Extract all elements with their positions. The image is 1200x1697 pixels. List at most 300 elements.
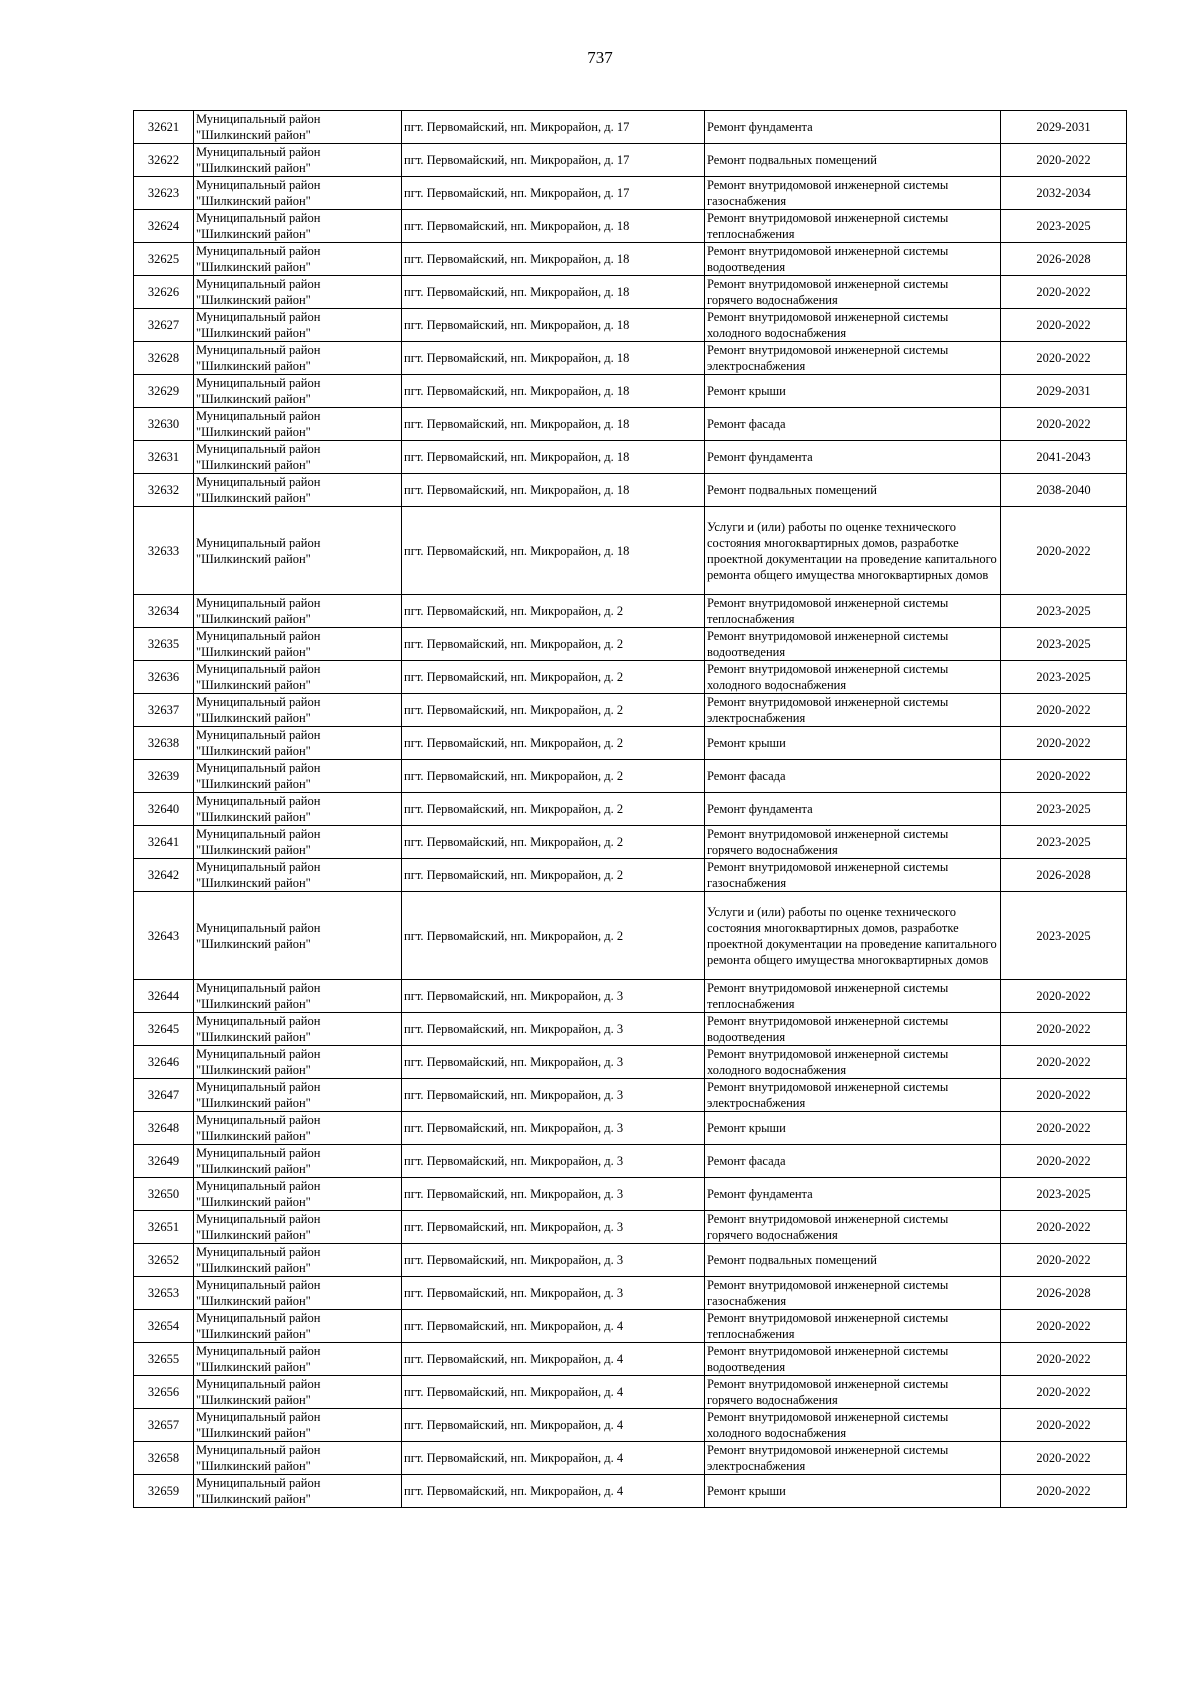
municipality-cell [194,1277,402,1310]
page-number: 737 [587,48,613,67]
work-type-cell [705,507,1001,595]
work-type-cell [705,628,1001,661]
period-text: 2020-2022 [1036,736,1091,750]
work-type-line-1: Ремонт внутридомовой инженерной системы [707,1047,949,1061]
work-type-cell [705,1475,1001,1508]
row-number-cell [134,441,194,474]
work-type-line-2: водоотведения [707,1360,786,1374]
address-cell [402,1376,705,1409]
municipality-cell [194,1178,402,1211]
address-cell [402,1343,705,1376]
municipality-line-2: "Шилкинский район" [196,936,311,951]
period-text: 2020-2022 [1036,351,1091,365]
row-number-cell [134,144,194,177]
municipality-line-1: Муниципальный район [196,761,321,775]
row-number: 32627 [147,318,180,332]
work-type-line-2: теплоснабжения [707,612,795,626]
work-type-line-2: холодного водоснабжения [707,1063,847,1077]
period-text: 2029-2031 [1036,120,1091,134]
work-type-line-2: холодного водоснабжения [707,1426,847,1440]
work-type-line-1: Ремонт внутридомовой инженерной системы [707,178,949,192]
table-row [134,595,1127,628]
municipality-line-1: Муниципальный район [196,920,321,935]
table-row [134,628,1127,661]
work-type-line-1: Ремонт внутридомовой инженерной системы [707,343,949,357]
address-cell [402,1079,705,1112]
period-text: 2020-2022 [1036,1451,1091,1465]
period-text: 2020-2022 [1036,1220,1091,1234]
period-text: 2020-2022 [1036,1154,1091,1168]
row-number: 32635 [147,637,180,651]
work-type-line-1: Ремонт фундамента [707,802,813,816]
work-type-cell [705,1079,1001,1112]
municipality-line-1: Муниципальный район [196,1179,321,1193]
work-type-cell [705,1178,1001,1211]
address-cell [402,210,705,243]
address-cell [402,826,705,859]
address-cell [402,1178,705,1211]
row-number-cell [134,595,194,628]
table-row [134,1409,1127,1442]
table-row [134,408,1127,441]
period-text: 2023-2025 [1036,1187,1091,1201]
municipality-line-2: "Шилкинский район" [196,1327,311,1341]
work-type-line-1: Ремонт крыши [707,736,786,750]
municipality-line-1: Муниципальный район [196,1080,321,1094]
municipality-cell [194,507,402,595]
period-text: 2020-2022 [1036,318,1091,332]
municipality-cell [194,1376,402,1409]
municipality-line-1: Муниципальный район [196,1311,321,1325]
address-text: пгт. Первомайский, нп. Микрорайон, д. 4 [404,1418,624,1432]
row-number-cell [134,243,194,276]
work-type-cell [705,375,1001,408]
row-number: 32650 [147,1187,180,1201]
municipality-line-1: Муниципальный район [196,277,321,291]
row-number: 32636 [147,670,180,684]
municipality-line-1: Муниципальный район [196,376,321,390]
address-cell [402,1310,705,1343]
repair-registry-table [133,110,1127,1508]
municipality-cell [194,1145,402,1178]
period-text: 2032-2034 [1036,186,1091,200]
address-text: пгт. Первомайский, нп. Микрорайон, д. 2 [404,835,624,849]
period-cell [1001,474,1127,507]
work-type-cell [705,826,1001,859]
address-cell [402,177,705,210]
work-type-line-1: Ремонт внутридомовой инженерной системы [707,244,949,258]
work-type-line-1: Ремонт внутридомовой инженерной системы [707,1344,949,1358]
address-cell [402,1013,705,1046]
work-type-cell [705,441,1001,474]
address-cell [402,661,705,694]
table-row [134,441,1127,474]
row-number: 32629 [147,384,180,398]
work-type-cell [705,892,1001,980]
work-type-cell [705,243,1001,276]
municipality-cell [194,1409,402,1442]
municipality-line-2: "Шилкинский район" [196,1063,311,1077]
row-number: 32633 [147,543,180,558]
work-type-line-1: Ремонт крыши [707,1121,786,1135]
municipality-line-2: "Шилкинский район" [196,810,311,824]
address-cell [402,1046,705,1079]
municipality-line-1: Муниципальный район [196,629,321,643]
period-text: 2029-2031 [1036,384,1091,398]
address-text: пгт. Первомайский, нп. Микрорайон, д. 18 [404,219,630,233]
address-cell [402,1244,705,1277]
row-number-cell [134,1310,194,1343]
row-number: 32644 [147,989,180,1003]
address-cell [402,1211,705,1244]
row-number-cell [134,694,194,727]
table-row [134,1079,1127,1112]
table-row [134,661,1127,694]
work-type-line-1: Ремонт подвальных помещений [707,1253,877,1267]
work-type-cell [705,474,1001,507]
municipality-cell [194,243,402,276]
row-number-cell [134,1079,194,1112]
work-type-line-2: теплоснабжения [707,227,795,241]
work-type-text: Услуги и (или) работы по оценке технического состояния многоквартирных домов, разработке проектной документации на проведение капитального ремонта общего имущества многоквартирных домов [707,519,997,582]
address-cell [402,111,705,144]
row-number-cell [134,628,194,661]
municipality-line-2: "Шилкинский район" [196,711,311,725]
period-cell [1001,793,1127,826]
period-cell [1001,342,1127,375]
address-text: пгт. Первомайский, нп. Микрорайон, д. 2 [404,769,624,783]
municipality-line-1: Муниципальный район [196,1245,321,1259]
row-number: 32658 [147,1451,180,1465]
address-text: пгт. Первомайский, нп. Микрорайон, д. 17 [404,120,630,134]
period-cell [1001,1244,1127,1277]
table-row [134,1211,1127,1244]
row-number-cell [134,1211,194,1244]
work-type-line-1: Ремонт фундамента [707,1187,813,1201]
work-type-line-1: Ремонт фундамента [707,450,813,464]
work-type-line-2: электроснабжения [707,1096,806,1110]
row-number: 32642 [147,868,180,882]
address-text: пгт. Первомайский, нп. Микрорайон, д. 2 [404,670,624,684]
municipality-cell [194,144,402,177]
municipality-line-1: Муниципальный район [196,695,321,709]
row-number: 32646 [147,1055,180,1069]
period-cell [1001,826,1127,859]
work-type-cell [705,408,1001,441]
address-text: пгт. Первомайский, нп. Микрорайон, д. 2 [404,604,624,618]
address-text: пгт. Первомайский, нп. Микрорайон, д. 2 [404,802,624,816]
table-row [134,375,1127,408]
work-type-line-1: Ремонт внутридомовой инженерной системы [707,1377,949,1391]
row-number-cell [134,892,194,980]
municipality-cell [194,694,402,727]
period-text: 2023-2025 [1036,604,1091,618]
municipality-cell [194,210,402,243]
row-number-cell [134,661,194,694]
municipality-line-1: Муниципальный район [196,1410,321,1424]
municipality-line-2: "Шилкинский район" [196,1261,311,1275]
work-type-cell [705,1442,1001,1475]
row-number: 32625 [147,252,180,266]
municipality-line-1: Муниципальный район [196,794,321,808]
period-cell [1001,1409,1127,1442]
address-cell [402,1442,705,1475]
municipality-line-2: "Шилкинский район" [196,744,311,758]
row-number: 32643 [147,928,180,943]
row-number-cell [134,507,194,595]
period-text: 2020-2022 [1036,1022,1091,1036]
table-row [134,507,1127,595]
table-row [134,111,1127,144]
address-cell [402,1277,705,1310]
municipality-cell [194,342,402,375]
work-type-line-1: Ремонт подвальных помещений [707,153,877,167]
municipality-cell [194,1310,402,1343]
municipality-line-1: Муниципальный район [196,178,321,192]
work-type-line-1: Ремонт внутридомовой инженерной системы [707,1212,949,1226]
table-row [134,309,1127,342]
period-text: 2020-2022 [1036,1385,1091,1399]
registry-body [134,111,1127,1508]
address-text: пгт. Первомайский, нп. Микрорайон, д. 18 [404,483,630,497]
address-text: пгт. Первомайский, нп. Микрорайон, д. 2 [404,868,624,882]
municipality-line-1: Муниципальный район [196,1113,321,1127]
row-number-cell [134,1046,194,1079]
work-type-line-1: Ремонт крыши [707,1484,786,1498]
work-type-cell [705,1376,1001,1409]
address-text: пгт. Первомайский, нп. Микрорайон, д. 3 [404,1286,624,1300]
period-text: 2020-2022 [1036,703,1091,717]
period-cell [1001,1343,1127,1376]
municipality-line-1: Муниципальный район [196,442,321,456]
municipality-line-2: "Шилкинский район" [196,876,311,890]
municipality-cell [194,1442,402,1475]
municipality-cell [194,1013,402,1046]
period-text: 2020-2022 [1036,989,1091,1003]
address-cell [402,793,705,826]
municipality-line-1: Муниципальный район [196,244,321,258]
period-cell [1001,1079,1127,1112]
table-row [134,210,1127,243]
period-cell [1001,595,1127,628]
municipality-line-2: "Шилкинский район" [196,1228,311,1242]
municipality-cell [194,441,402,474]
period-cell [1001,892,1127,980]
municipality-line-2: "Шилкинский район" [196,645,311,659]
work-type-cell [705,1013,1001,1046]
municipality-line-2: "Шилкинский район" [196,293,311,307]
period-text: 2020-2022 [1036,543,1091,558]
row-number-cell [134,309,194,342]
row-number: 32647 [147,1088,180,1102]
row-number: 32639 [147,769,180,783]
work-type-cell [705,1145,1001,1178]
work-type-line-2: теплоснабжения [707,997,795,1011]
municipality-line-1: Муниципальный район [196,1278,321,1292]
row-number-cell [134,1013,194,1046]
address-cell [402,243,705,276]
table-row [134,826,1127,859]
municipality-line-2: "Шилкинский район" [196,1360,311,1374]
address-text: пгт. Первомайский, нп. Микрорайон, д. 2 [404,928,624,943]
period-cell [1001,441,1127,474]
address-cell [402,859,705,892]
address-text: пгт. Первомайский, нп. Микрорайон, д. 4 [404,1451,624,1465]
period-cell [1001,1145,1127,1178]
work-type-line-1: Ремонт внутридомовой инженерной системы [707,662,949,676]
address-text: пгт. Первомайский, нп. Микрорайон, д. 18 [404,417,630,431]
municipality-line-1: Муниципальный район [196,211,321,225]
row-number: 32640 [147,802,180,816]
row-number-cell [134,1376,194,1409]
work-type-cell [705,859,1001,892]
work-type-cell [705,1310,1001,1343]
period-text: 2020-2022 [1036,1253,1091,1267]
address-text: пгт. Первомайский, нп. Микрорайон, д. 18 [404,252,630,266]
period-text: 2026-2028 [1036,1286,1091,1300]
period-text: 2020-2022 [1036,153,1091,167]
row-number-cell [134,1277,194,1310]
row-number: 32656 [147,1385,180,1399]
address-cell [402,375,705,408]
work-type-line-1: Ремонт подвальных помещений [707,483,877,497]
work-type-line-1: Ремонт внутридомовой инженерной системы [707,827,949,841]
row-number-cell [134,408,194,441]
municipality-line-1: Муниципальный район [196,1377,321,1391]
municipality-line-2: "Шилкинский район" [196,194,311,208]
period-text: 2026-2028 [1036,868,1091,882]
address-text: пгт. Первомайский, нп. Микрорайон, д. 3 [404,989,624,1003]
address-text: пгт. Первомайский, нп. Микрорайон, д. 18 [404,285,630,299]
work-type-line-2: горячего водоснабжения [707,1228,838,1242]
municipality-cell [194,474,402,507]
period-text: 2020-2022 [1036,1055,1091,1069]
work-type-cell [705,980,1001,1013]
table-row [134,1475,1127,1508]
table-row [134,892,1127,980]
address-cell [402,727,705,760]
period-text: 2020-2022 [1036,285,1091,299]
work-type-cell [705,111,1001,144]
period-cell [1001,276,1127,309]
row-number-cell [134,727,194,760]
address-cell [402,1145,705,1178]
municipality-cell [194,1244,402,1277]
period-text: 2023-2025 [1036,670,1091,684]
period-text: 2041-2043 [1036,450,1091,464]
row-number: 32621 [147,120,180,134]
municipality-cell [194,1475,402,1508]
period-cell [1001,210,1127,243]
row-number: 32645 [147,1022,180,1036]
period-cell [1001,694,1127,727]
municipality-line-1: Муниципальный район [196,1443,321,1457]
work-type-cell [705,727,1001,760]
work-type-cell [705,276,1001,309]
municipality-cell [194,1079,402,1112]
row-number: 32626 [147,285,180,299]
address-text: пгт. Первомайский, нп. Микрорайон, д. 2 [404,736,624,750]
municipality-line-2: "Шилкинский район" [196,1030,311,1044]
municipality-line-1: Муниципальный район [196,310,321,324]
row-number-cell [134,793,194,826]
row-number-cell [134,1442,194,1475]
address-cell [402,892,705,980]
work-type-cell [705,1112,1001,1145]
work-type-line-1: Ремонт внутридомовой инженерной системы [707,981,949,995]
municipality-cell [194,1343,402,1376]
address-cell [402,276,705,309]
municipality-line-2: "Шилкинский район" [196,678,311,692]
municipality-line-2: "Шилкинский район" [196,997,311,1011]
row-number-cell [134,1112,194,1145]
address-text: пгт. Первомайский, нп. Микрорайон, д. 3 [404,1187,624,1201]
address-text: пгт. Первомайский, нп. Микрорайон, д. 2 [404,703,624,717]
period-cell [1001,1376,1127,1409]
municipality-line-2: "Шилкинский район" [196,1294,311,1308]
address-cell [402,1409,705,1442]
work-type-line-1: Ремонт внутридомовой инженерной системы [707,1080,949,1094]
municipality-line-2: "Шилкинский район" [196,260,311,274]
address-text: пгт. Первомайский, нп. Микрорайон, д. 18 [404,543,630,558]
table-row [134,276,1127,309]
municipality-cell [194,980,402,1013]
row-number: 32628 [147,351,180,365]
row-number: 32631 [147,450,180,464]
address-text: пгт. Первомайский, нп. Микрорайон, д. 4 [404,1484,624,1498]
municipality-line-1: Муниципальный район [196,409,321,423]
row-number: 32653 [147,1286,180,1300]
municipality-cell [194,859,402,892]
period-text: 2023-2025 [1036,835,1091,849]
table-row [134,177,1127,210]
address-cell [402,408,705,441]
row-number: 32655 [147,1352,180,1366]
municipality-line-1: Муниципальный район [196,475,321,489]
work-type-line-2: холодного водоснабжения [707,678,847,692]
table-row [134,694,1127,727]
address-cell [402,1475,705,1508]
address-text: пгт. Первомайский, нп. Микрорайон, д. 18 [404,318,630,332]
row-number-cell [134,1178,194,1211]
work-type-line-1: Ремонт фасада [707,417,786,431]
table-row [134,1013,1127,1046]
address-text: пгт. Первомайский, нп. Микрорайон, д. 17 [404,186,630,200]
work-type-line-2: газоснабжения [707,1294,787,1308]
municipality-line-1: Муниципальный район [196,860,321,874]
work-type-line-2: горячего водоснабжения [707,293,838,307]
municipality-cell [194,595,402,628]
municipality-cell [194,375,402,408]
work-type-cell [705,309,1001,342]
work-type-line-1: Ремонт внутридомовой инженерной системы [707,277,949,291]
work-type-cell [705,1211,1001,1244]
municipality-line-2: "Шилкинский район" [196,458,311,472]
work-type-line-2: газоснабжения [707,876,787,890]
municipality-line-2: "Шилкинский район" [196,128,311,142]
period-cell [1001,1442,1127,1475]
address-cell [402,595,705,628]
table-row [134,1310,1127,1343]
work-type-line-2: водоотведения [707,645,786,659]
work-type-line-2: горячего водоснабжения [707,843,838,857]
address-cell [402,980,705,1013]
period-cell [1001,661,1127,694]
row-number-cell [134,276,194,309]
work-type-cell [705,177,1001,210]
municipality-cell [194,1112,402,1145]
row-number: 32654 [147,1319,180,1333]
